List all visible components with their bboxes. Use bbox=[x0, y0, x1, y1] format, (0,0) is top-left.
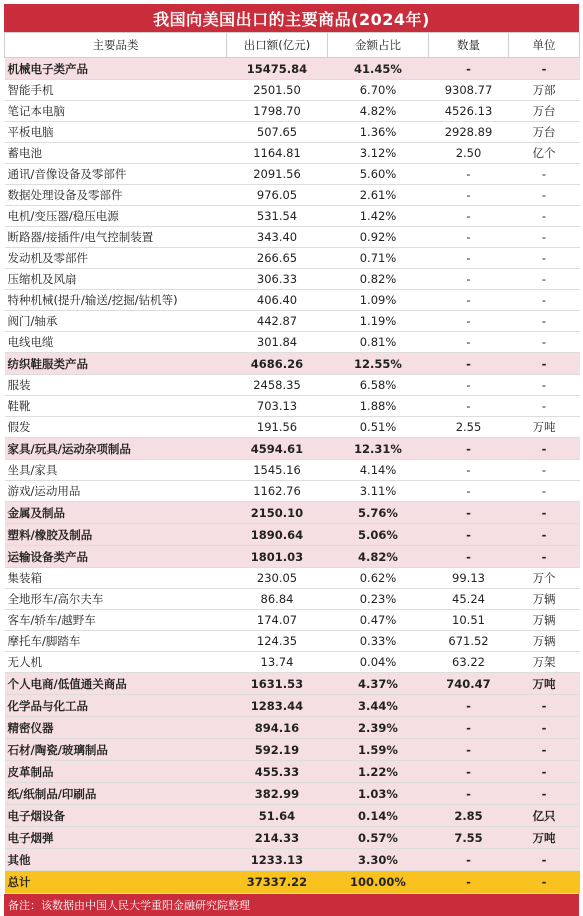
quantity-cell: - bbox=[429, 332, 509, 353]
quantity-cell: - bbox=[429, 164, 509, 185]
export-value-cell: 406.40 bbox=[227, 290, 328, 311]
export-value-cell: 1801.03 bbox=[227, 546, 328, 568]
category-cell: 压缩机及风扇 bbox=[5, 269, 227, 290]
unit-cell: 万部 bbox=[509, 80, 580, 101]
share-cell: 0.47% bbox=[328, 610, 429, 631]
export-table-sheet bbox=[4, 4, 579, 916]
quantity-cell: - bbox=[429, 248, 509, 269]
quantity-cell: - bbox=[429, 761, 509, 783]
subitem-row bbox=[5, 589, 580, 610]
subitem-row bbox=[5, 185, 580, 206]
quantity-cell: - bbox=[429, 227, 509, 248]
share-cell: 0.71% bbox=[328, 248, 429, 269]
export-value-cell: 4686.26 bbox=[227, 353, 328, 375]
category-cell: 假发 bbox=[5, 417, 227, 438]
quantity-cell: - bbox=[429, 695, 509, 717]
unit-cell: - bbox=[509, 227, 580, 248]
category-cell: 坐具/家具 bbox=[5, 460, 227, 481]
subitem-row bbox=[5, 481, 580, 502]
share-cell: 5.06% bbox=[328, 524, 429, 546]
category-cell: 断路器/接插件/电气控制装置 bbox=[5, 227, 227, 248]
unit-cell: - bbox=[509, 524, 580, 546]
header-category: 主要品类 bbox=[5, 33, 227, 58]
export-value-cell: 507.65 bbox=[227, 122, 328, 143]
category-row bbox=[5, 783, 580, 805]
subitem-row bbox=[5, 101, 580, 122]
unit-cell: - bbox=[509, 269, 580, 290]
unit-cell: - bbox=[509, 717, 580, 739]
category-cell: 纸/纸制品/印刷品 bbox=[5, 783, 227, 805]
export-value-cell: 306.33 bbox=[227, 269, 328, 290]
quantity-cell: 2.55 bbox=[429, 417, 509, 438]
export-value-cell: 1164.81 bbox=[227, 143, 328, 164]
unit-cell: 亿个 bbox=[509, 143, 580, 164]
subitem-row bbox=[5, 122, 580, 143]
share-cell: 1.36% bbox=[328, 122, 429, 143]
share-cell: 2.39% bbox=[328, 717, 429, 739]
subitem-row bbox=[5, 227, 580, 248]
export-value-cell: 976.05 bbox=[227, 185, 328, 206]
category-cell: 无人机 bbox=[5, 652, 227, 673]
quantity-cell: - bbox=[429, 546, 509, 568]
quantity-cell: - bbox=[429, 269, 509, 290]
category-row bbox=[5, 58, 580, 80]
total-row bbox=[5, 871, 580, 894]
category-cell: 家具/玩具/运动杂项制品 bbox=[5, 438, 227, 460]
category-cell: 鞋靴 bbox=[5, 396, 227, 417]
quantity-cell: 63.22 bbox=[429, 652, 509, 673]
share-cell: 1.19% bbox=[328, 311, 429, 332]
share-cell: 0.04% bbox=[328, 652, 429, 673]
quantity-cell: - bbox=[429, 783, 509, 805]
unit-cell: - bbox=[509, 396, 580, 417]
category-row bbox=[5, 739, 580, 761]
quantity-cell: - bbox=[429, 502, 509, 524]
share-cell: 4.82% bbox=[328, 101, 429, 122]
category-cell: 电机/变压器/稳压电源 bbox=[5, 206, 227, 227]
category-cell: 化学品与化工品 bbox=[5, 695, 227, 717]
unit-cell: - bbox=[509, 739, 580, 761]
unit-cell: - bbox=[509, 438, 580, 460]
unit-cell: - bbox=[509, 311, 580, 332]
subitem-row bbox=[5, 652, 580, 673]
subitem-row bbox=[5, 375, 580, 396]
quantity-cell: 2.50 bbox=[429, 143, 509, 164]
unit-cell: 万架 bbox=[509, 652, 580, 673]
share-cell: 3.44% bbox=[328, 695, 429, 717]
quantity-cell: 2928.89 bbox=[429, 122, 509, 143]
category-cell: 笔记本电脑 bbox=[5, 101, 227, 122]
category-cell: 客车/轿车/越野车 bbox=[5, 610, 227, 631]
share-cell: 4.37% bbox=[328, 673, 429, 695]
unit-cell: 万辆 bbox=[509, 631, 580, 652]
quantity-cell: 7.55 bbox=[429, 827, 509, 849]
category-cell: 蓄电池 bbox=[5, 143, 227, 164]
export-value-cell: 1545.16 bbox=[227, 460, 328, 481]
unit-cell: - bbox=[509, 206, 580, 227]
category-cell: 纺织鞋服类产品 bbox=[5, 353, 227, 375]
subitem-row bbox=[5, 290, 580, 311]
category-cell: 运输设备类产品 bbox=[5, 546, 227, 568]
export-value-cell: 1233.13 bbox=[227, 849, 328, 871]
unit-cell: - bbox=[509, 248, 580, 269]
quantity-cell: 10.51 bbox=[429, 610, 509, 631]
header-export-value: 出口额(亿元) bbox=[227, 33, 328, 58]
category-row bbox=[5, 353, 580, 375]
quantity-cell: - bbox=[429, 375, 509, 396]
table-title: 我国向美国出口的主要商品(2024年) bbox=[4, 4, 579, 32]
subitem-row bbox=[5, 396, 580, 417]
unit-cell: - bbox=[509, 290, 580, 311]
quantity-cell: - bbox=[429, 290, 509, 311]
unit-cell: - bbox=[509, 761, 580, 783]
unit-cell: - bbox=[509, 353, 580, 375]
category-cell: 全地形车/高尔夫车 bbox=[5, 589, 227, 610]
export-value-cell: 592.19 bbox=[227, 739, 328, 761]
export-value-cell: 13.74 bbox=[227, 652, 328, 673]
category-cell: 金属及制品 bbox=[5, 502, 227, 524]
category-cell: 皮革制品 bbox=[5, 761, 227, 783]
header-quantity: 数量 bbox=[429, 33, 509, 58]
quantity-cell: 99.13 bbox=[429, 568, 509, 589]
subitem-row bbox=[5, 143, 580, 164]
header-unit: 单位 bbox=[509, 33, 580, 58]
quantity-cell: - bbox=[429, 438, 509, 460]
table-note: 备注：该数据由中国人民大学重阳金融研究院整理 bbox=[4, 894, 579, 916]
category-cell: 其他 bbox=[5, 849, 227, 871]
export-value-cell: 124.35 bbox=[227, 631, 328, 652]
share-cell: 4.14% bbox=[328, 460, 429, 481]
share-cell: 1.59% bbox=[328, 739, 429, 761]
share-cell: 0.14% bbox=[328, 805, 429, 827]
subitem-row bbox=[5, 248, 580, 269]
category-cell: 平板电脑 bbox=[5, 122, 227, 143]
subitem-row bbox=[5, 80, 580, 101]
category-row bbox=[5, 524, 580, 546]
export-value-cell: 343.40 bbox=[227, 227, 328, 248]
category-cell: 个人电商/低值通关商品 bbox=[5, 673, 227, 695]
category-cell: 服装 bbox=[5, 375, 227, 396]
export-value-cell: 174.07 bbox=[227, 610, 328, 631]
unit-cell: - bbox=[509, 58, 580, 80]
total-share: 100.00% bbox=[328, 871, 429, 894]
category-cell: 游戏/运动用品 bbox=[5, 481, 227, 502]
subitem-row bbox=[5, 269, 580, 290]
export-value-cell: 15475.84 bbox=[227, 58, 328, 80]
category-cell: 智能手机 bbox=[5, 80, 227, 101]
export-value-cell: 1631.53 bbox=[227, 673, 328, 695]
export-value-cell: 4594.61 bbox=[227, 438, 328, 460]
subitem-row bbox=[5, 164, 580, 185]
export-value-cell: 301.84 bbox=[227, 332, 328, 353]
unit-cell: 万台 bbox=[509, 122, 580, 143]
subitem-row bbox=[5, 460, 580, 481]
category-cell: 摩托车/脚踏车 bbox=[5, 631, 227, 652]
category-row bbox=[5, 761, 580, 783]
export-value-cell: 2091.56 bbox=[227, 164, 328, 185]
export-value-cell: 230.05 bbox=[227, 568, 328, 589]
unit-cell: - bbox=[509, 546, 580, 568]
share-cell: 12.31% bbox=[328, 438, 429, 460]
share-cell: 5.76% bbox=[328, 502, 429, 524]
category-row bbox=[5, 805, 580, 827]
unit-cell: 万吨 bbox=[509, 673, 580, 695]
share-cell: 0.57% bbox=[328, 827, 429, 849]
category-row bbox=[5, 849, 580, 871]
unit-cell: - bbox=[509, 502, 580, 524]
export-value-cell: 455.33 bbox=[227, 761, 328, 783]
header-share: 金额占比 bbox=[328, 33, 429, 58]
export-value-cell: 382.99 bbox=[227, 783, 328, 805]
export-value-cell: 531.54 bbox=[227, 206, 328, 227]
quantity-cell: - bbox=[429, 206, 509, 227]
category-row bbox=[5, 546, 580, 568]
unit-cell: - bbox=[509, 332, 580, 353]
unit-cell: - bbox=[509, 481, 580, 502]
category-cell: 集装箱 bbox=[5, 568, 227, 589]
category-cell: 电子烟弹 bbox=[5, 827, 227, 849]
export-value-cell: 442.87 bbox=[227, 311, 328, 332]
category-cell: 通讯/音像设备及零部件 bbox=[5, 164, 227, 185]
category-cell: 电线电缆 bbox=[5, 332, 227, 353]
category-cell: 特种机械(提升/输送/挖掘/钻机等) bbox=[5, 290, 227, 311]
unit-cell: - bbox=[509, 164, 580, 185]
quantity-cell: - bbox=[429, 524, 509, 546]
share-cell: 0.81% bbox=[328, 332, 429, 353]
unit-cell: - bbox=[509, 375, 580, 396]
share-cell: 0.23% bbox=[328, 589, 429, 610]
header-row bbox=[5, 33, 580, 58]
share-cell: 4.82% bbox=[328, 546, 429, 568]
quantity-cell: 4526.13 bbox=[429, 101, 509, 122]
export-value-cell: 894.16 bbox=[227, 717, 328, 739]
subitem-row bbox=[5, 206, 580, 227]
unit-cell: 万台 bbox=[509, 101, 580, 122]
category-cell: 电子烟设备 bbox=[5, 805, 227, 827]
export-value-cell: 191.56 bbox=[227, 417, 328, 438]
quantity-cell: - bbox=[429, 460, 509, 481]
unit-cell: 万吨 bbox=[509, 827, 580, 849]
share-cell: 5.60% bbox=[328, 164, 429, 185]
table-body bbox=[5, 58, 580, 871]
category-cell: 发动机及零部件 bbox=[5, 248, 227, 269]
export-value-cell: 1890.64 bbox=[227, 524, 328, 546]
export-value-cell: 1283.44 bbox=[227, 695, 328, 717]
category-cell: 石材/陶瓷/玻璃制品 bbox=[5, 739, 227, 761]
quantity-cell: - bbox=[429, 717, 509, 739]
export-value-cell: 703.13 bbox=[227, 396, 328, 417]
share-cell: 0.82% bbox=[328, 269, 429, 290]
category-row bbox=[5, 502, 580, 524]
unit-cell: - bbox=[509, 783, 580, 805]
unit-cell: 万辆 bbox=[509, 589, 580, 610]
share-cell: 0.92% bbox=[328, 227, 429, 248]
share-cell: 1.03% bbox=[328, 783, 429, 805]
share-cell: 3.30% bbox=[328, 849, 429, 871]
quantity-cell: - bbox=[429, 739, 509, 761]
unit-cell: - bbox=[509, 695, 580, 717]
quantity-cell: - bbox=[429, 396, 509, 417]
share-cell: 2.61% bbox=[328, 185, 429, 206]
export-table bbox=[4, 32, 580, 894]
unit-cell: - bbox=[509, 460, 580, 481]
export-value-cell: 86.84 bbox=[227, 589, 328, 610]
export-value-cell: 2501.50 bbox=[227, 80, 328, 101]
category-cell: 塑料/橡胶及制品 bbox=[5, 524, 227, 546]
share-cell: 0.33% bbox=[328, 631, 429, 652]
category-cell: 数据处理设备及零部件 bbox=[5, 185, 227, 206]
export-value-cell: 51.64 bbox=[227, 805, 328, 827]
quantity-cell: 740.47 bbox=[429, 673, 509, 695]
category-row bbox=[5, 717, 580, 739]
share-cell: 1.88% bbox=[328, 396, 429, 417]
category-cell: 精密仪器 bbox=[5, 717, 227, 739]
category-cell: 机械电子类产品 bbox=[5, 58, 227, 80]
total-quantity: - bbox=[429, 871, 509, 894]
share-cell: 1.42% bbox=[328, 206, 429, 227]
quantity-cell: - bbox=[429, 58, 509, 80]
export-value-cell: 2150.10 bbox=[227, 502, 328, 524]
quantity-cell: - bbox=[429, 481, 509, 502]
unit-cell: - bbox=[509, 849, 580, 871]
quantity-cell: 2.85 bbox=[429, 805, 509, 827]
export-value-cell: 1798.70 bbox=[227, 101, 328, 122]
share-cell: 6.58% bbox=[328, 375, 429, 396]
total-label: 总计 bbox=[5, 871, 227, 894]
category-row bbox=[5, 695, 580, 717]
category-row bbox=[5, 827, 580, 849]
quantity-cell: 9308.77 bbox=[429, 80, 509, 101]
share-cell: 0.62% bbox=[328, 568, 429, 589]
category-row bbox=[5, 438, 580, 460]
unit-cell: 万辆 bbox=[509, 610, 580, 631]
quantity-cell: 45.24 bbox=[429, 589, 509, 610]
share-cell: 3.11% bbox=[328, 481, 429, 502]
export-value-cell: 266.65 bbox=[227, 248, 328, 269]
quantity-cell: - bbox=[429, 353, 509, 375]
subitem-row bbox=[5, 332, 580, 353]
unit-cell: - bbox=[509, 185, 580, 206]
subitem-row bbox=[5, 610, 580, 631]
share-cell: 0.51% bbox=[328, 417, 429, 438]
quantity-cell: 671.52 bbox=[429, 631, 509, 652]
unit-cell: 亿只 bbox=[509, 805, 580, 827]
subitem-row bbox=[5, 417, 580, 438]
subitem-row bbox=[5, 631, 580, 652]
share-cell: 3.12% bbox=[328, 143, 429, 164]
total-unit: - bbox=[509, 871, 580, 894]
category-row bbox=[5, 673, 580, 695]
share-cell: 6.70% bbox=[328, 80, 429, 101]
unit-cell: 万个 bbox=[509, 568, 580, 589]
share-cell: 1.09% bbox=[328, 290, 429, 311]
quantity-cell: - bbox=[429, 849, 509, 871]
subitem-row bbox=[5, 311, 580, 332]
total-export-value: 37337.22 bbox=[227, 871, 328, 894]
unit-cell: 万吨 bbox=[509, 417, 580, 438]
export-value-cell: 214.33 bbox=[227, 827, 328, 849]
quantity-cell: - bbox=[429, 185, 509, 206]
share-cell: 41.45% bbox=[328, 58, 429, 80]
share-cell: 1.22% bbox=[328, 761, 429, 783]
share-cell: 12.55% bbox=[328, 353, 429, 375]
export-value-cell: 2458.35 bbox=[227, 375, 328, 396]
category-cell: 阀门/轴承 bbox=[5, 311, 227, 332]
quantity-cell: - bbox=[429, 311, 509, 332]
export-value-cell: 1162.76 bbox=[227, 481, 328, 502]
subitem-row bbox=[5, 568, 580, 589]
